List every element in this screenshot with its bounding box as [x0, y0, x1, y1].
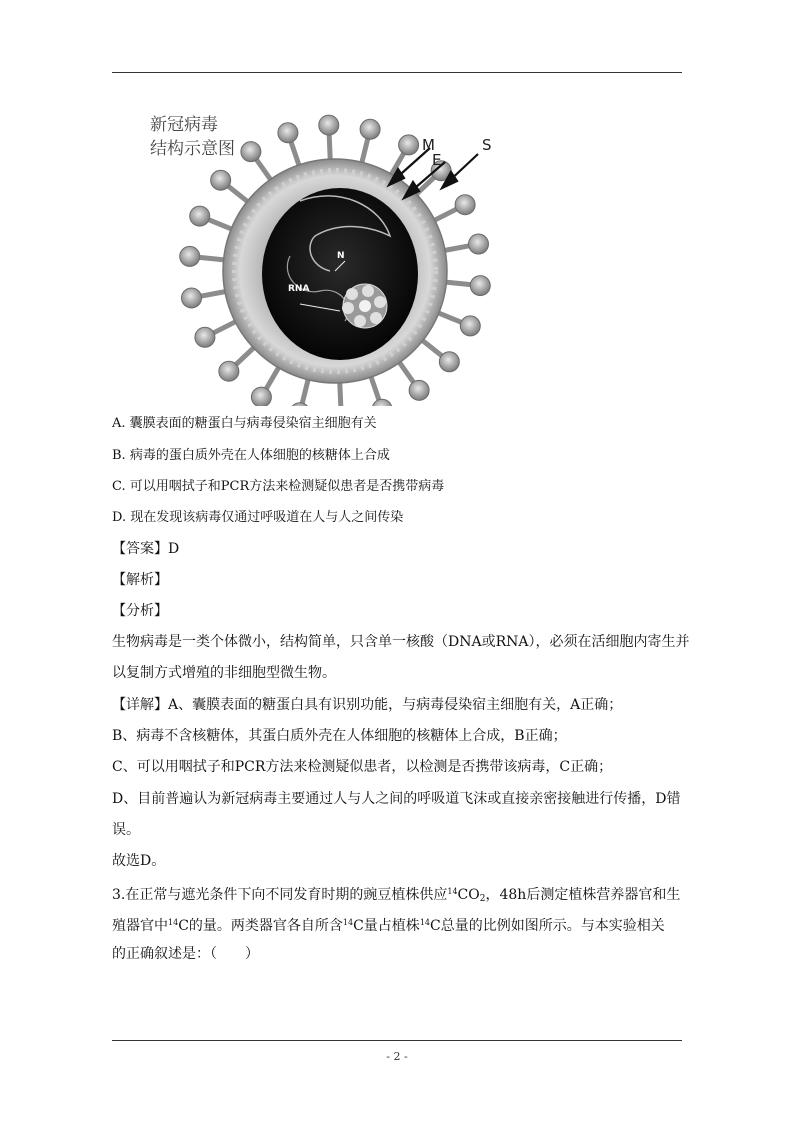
detail-line5: 误。 — [112, 822, 140, 838]
fenxi-line2: 以复制方式增殖的非细胞型微生物。 — [112, 665, 336, 681]
spike-head — [278, 123, 298, 143]
spike-head — [319, 115, 339, 135]
header-rule — [112, 72, 682, 73]
figure-title-line2: 结构示意图 — [150, 139, 235, 159]
spike-head — [468, 234, 488, 254]
figure-title-line1: 新冠病毒 — [150, 115, 218, 135]
detail-line4: D、目前普遍认为新冠病毒主要通过人与人之间的呼吸道飞沫或直接亲密接触进行传播，D错 — [112, 791, 681, 807]
spike-head — [470, 276, 490, 296]
spike-head — [251, 387, 271, 406]
spike-head — [241, 142, 261, 162]
spike-head — [439, 352, 459, 372]
analysis-heading: 【解析】 — [112, 572, 168, 588]
label-n: N — [337, 251, 345, 261]
spike-head — [219, 361, 239, 381]
fenxi-line1: 生物病毒是一类个体微小，结构简单，只含单一核酸（DNA或RNA），必须在活细胞内寄生并 — [112, 634, 690, 650]
spike-head — [182, 288, 202, 308]
virus-structure-figure — [140, 106, 500, 406]
spike-head — [195, 327, 215, 347]
spike-head — [211, 170, 231, 190]
detail-line3: C、可以用咽拭子和PCR方法来检测疑似患者，以检测是否携带该病毒，C正确； — [112, 759, 613, 775]
detail-line2: B、病毒不含核糖体，其蛋白质外壳在人体细胞的核糖体上合成，B正确； — [112, 728, 567, 744]
spike-head — [360, 119, 380, 139]
spike-head — [190, 206, 210, 226]
conclusion: 故选D。 — [112, 853, 166, 869]
question3-line3: 的正确叙述是：（ ） — [112, 946, 259, 962]
label-s: S — [482, 136, 492, 154]
label-m: M — [422, 136, 435, 154]
option-b: B. 病毒的蛋白质外壳在人体细胞的核糖体上合成 — [112, 448, 390, 463]
spike-head — [399, 135, 419, 155]
label-rna: RNA — [288, 284, 310, 294]
spike-head — [409, 380, 429, 400]
footer-rule — [112, 1040, 682, 1041]
nucleocapsid-cluster — [342, 284, 387, 328]
spike-head — [180, 246, 200, 266]
option-a: A. 囊膜表面的糖蛋白与病毒侵染宿主细胞有关 — [112, 416, 377, 431]
option-d: D. 现在发现该病毒仅通过呼吸道在人与人之间传染 — [112, 510, 404, 525]
option-c: C. 可以用咽拭子和PCR方法来检测疑似患者是否携带病毒 — [112, 479, 445, 494]
spike-head — [455, 195, 475, 215]
fenxi-heading: 【分析】 — [112, 603, 168, 619]
spike-head — [290, 403, 310, 406]
spike-head — [460, 316, 480, 336]
viral-core — [262, 188, 418, 360]
question3-line1: 3.在正常与遮光条件下向不同发育时期的豌豆植株供应$^{14}CO_2$，48h后测定植株营养器官和生 — [112, 887, 681, 904]
label-e: E — [432, 151, 442, 169]
detail-line1: 【详解】A、囊膜表面的糖蛋白具有识别功能，与病毒侵染宿主细胞有关，A正确； — [112, 697, 623, 713]
spike-head — [372, 399, 392, 406]
question3-line2: 殖器官中$^{14}$C的量。两类器官各自所含$^{14}$C量占植株$^{14}$C总量的比例如图所示。与本实验相关 — [112, 918, 665, 934]
answer: 【答案】D — [112, 541, 180, 557]
page-number: - 2 - — [386, 1050, 408, 1063]
